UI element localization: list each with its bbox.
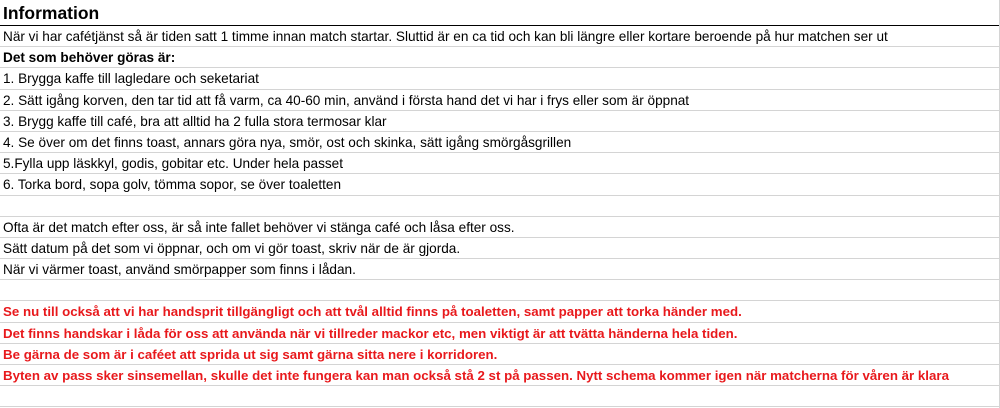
sheet-title-cell[interactable]: Information — [0, 0, 1000, 26]
info-cell-empty[interactable] — [0, 196, 1000, 217]
info-cell-empty[interactable] — [0, 386, 1000, 407]
info-cell-step-4[interactable]: 4. Se över om det finns toast, annars göra nya, smör, ost och skinka, sätt igång smörgåsgrillen — [0, 132, 1000, 153]
info-cell-toast-note[interactable]: När vi värmer toast, använd smörpapper som finns i lådan. — [0, 259, 1000, 280]
info-cell-empty[interactable] — [0, 280, 1000, 301]
warning-cell-spread-out[interactable]: Be gärna de som är i caféet att sprida ut sig samt gärna sitta nere i korridoren. — [0, 344, 1000, 365]
warning-cell-gloves[interactable]: Det finns handskar i låda för oss att använda när vi tillreder mackor etc, men viktigt är att tvätta händerna hela tiden. — [0, 323, 1000, 344]
info-cell-date-note[interactable]: Sätt datum på det som vi öppnar, och om vi gör toast, skriv när de är gjorda. — [0, 238, 1000, 259]
info-cell-todo-heading[interactable]: Det som behöver göras är: — [0, 47, 1000, 68]
info-cell-step-3[interactable]: 3. Brygg kaffe till café, bra att alltid ha 2 fulla stora termosar klar — [0, 111, 1000, 132]
warning-cell-shift-swap[interactable]: Byten av pass sker sinsemellan, skulle det inte fungera kan man också stå 2 st på passen. Nytt schema kommer igen när matcherna för våren är klara — [0, 365, 1000, 386]
warning-cell-hygiene[interactable]: Se nu till också att vi har handsprit tillgängligt och att tvål alltid finns på toaletten, samt papper att torka händer med. — [0, 301, 1000, 322]
info-cell-step-1[interactable]: 1. Brygga kaffe till lagledare och seketariat — [0, 68, 1000, 89]
info-cell-step-2[interactable]: 2. Sätt igång korven, den tar tid att få varm, ca 40-60 min, använd i första hand det vi har i frys eller som är öppnat — [0, 90, 1000, 111]
info-cell-step-6[interactable]: 6. Torka bord, sopa golv, tömma sopor, se över toaletten — [0, 174, 1000, 195]
info-cell-step-5[interactable]: 5.Fylla upp läskkyl, godis, gobitar etc. Under hela passet — [0, 153, 1000, 174]
info-cell-intro[interactable]: När vi har cafétjänst så är tiden satt 1 timme innan match startar. Sluttid är en ca tid och kan bli längre eller kortare beroende på hur matchen ser ut — [0, 26, 1000, 47]
info-cell-closing-note[interactable]: Ofta är det match efter oss, är så inte fallet behöver vi stänga café och låsa efter oss. — [0, 217, 1000, 238]
